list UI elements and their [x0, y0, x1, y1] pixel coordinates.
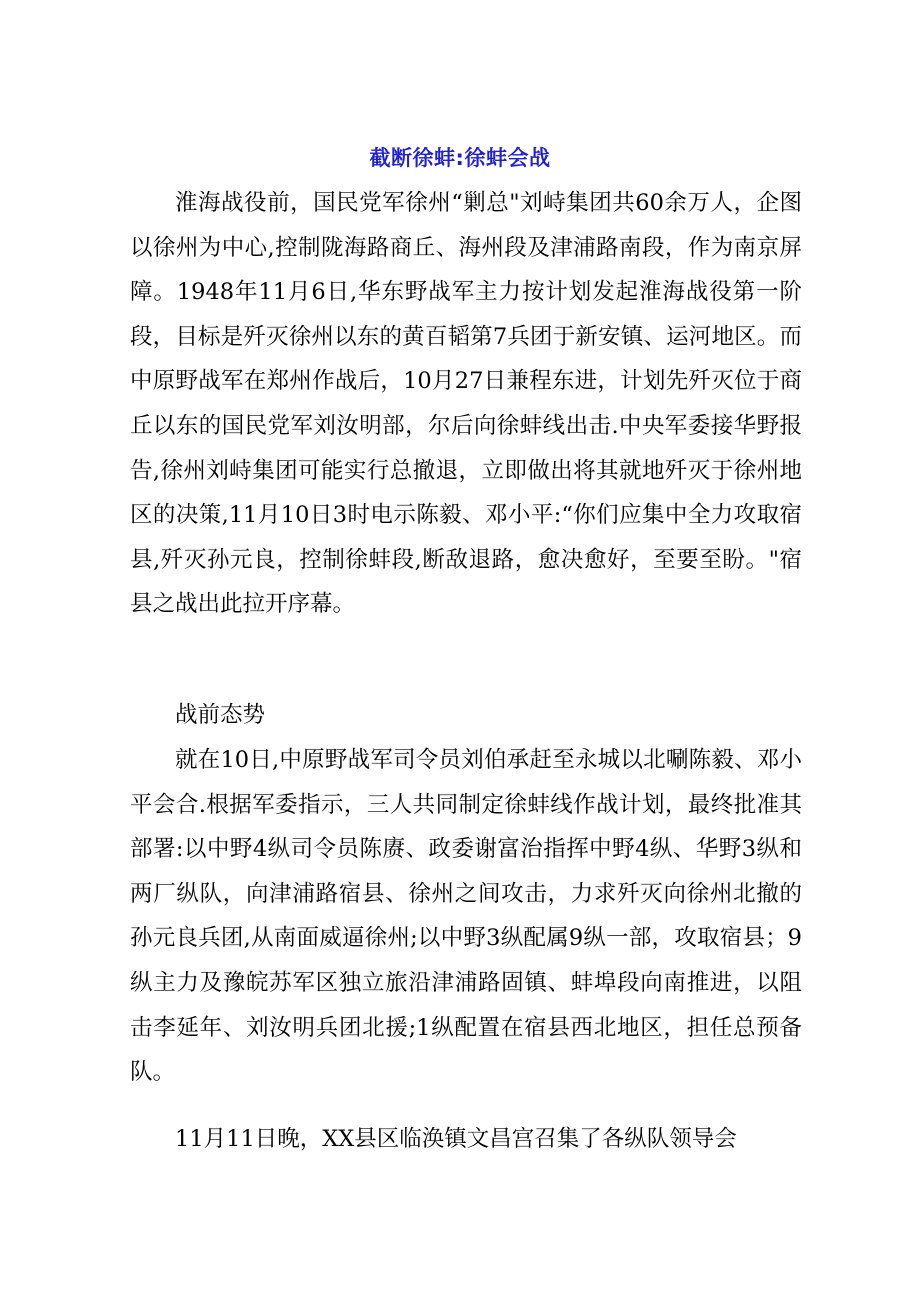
paragraph-meeting: 11月11日晚，XX县区临涣镇文昌宫召集了各纵队领导会	[175, 1126, 737, 1152]
paragraph-prelude: 淮海战役前，国民党军徐州“剿总"刘峙集团共60余万人，企图以徐州为中心,控制陇海路商丘、海州段及津浦路南段，作为南京屏障。1948年11月6日,华东野战军主力按计划发起淮海战役第一阶段，目标是歼灭徐州以东的黄百韬第7兵团于新安镇、运河地区。而中原野战军在郑州作战后，10月27日兼程东进，计划先歼灭位于商丘以东的国民党军刘汝明部，尔后向徐蚌线出击.中央军委接华野报告,徐州刘峙集团可能实行总撤退，立即做出将其就地歼灭于徐州地区的决策,11月10日3时电示陈毅、邓小平:“你们应集中全力攻取宿县,歼灭孙元良，控制徐蚌段,断敌退路，愈决愈好，至要至盼。"宿县之战出此拉开序幕。	[130, 190, 802, 618]
document-title: 截断徐蚌:徐蚌会战	[369, 146, 551, 170]
section-heading: 战前态势	[175, 702, 266, 728]
paragraph-deployment: 就在10日,中原野战军司令员刘伯承赶至永城以北唰陈毅、邓小平会合.根据军委指示，三人共同制定徐蚌线作战计划，最终批准其部署:以中野4纵司令员陈赓、政委谢富治指挥中野4纵、华野3纵和两厂纵队，向津浦路宿县、徐州之间攻击，力求歼灭向徐州北撤的孙元良兵团,从南面威逼徐州;以中野3纵配属9纵一部，攻取宿县；9纵主力及豫皖苏军区独立旅沿津浦路固镇、蚌埠段向南推进，以阻击李延年、刘汝明兵团北援;1纵配置在宿县西北地区，担任总预备队。	[130, 747, 802, 1086]
